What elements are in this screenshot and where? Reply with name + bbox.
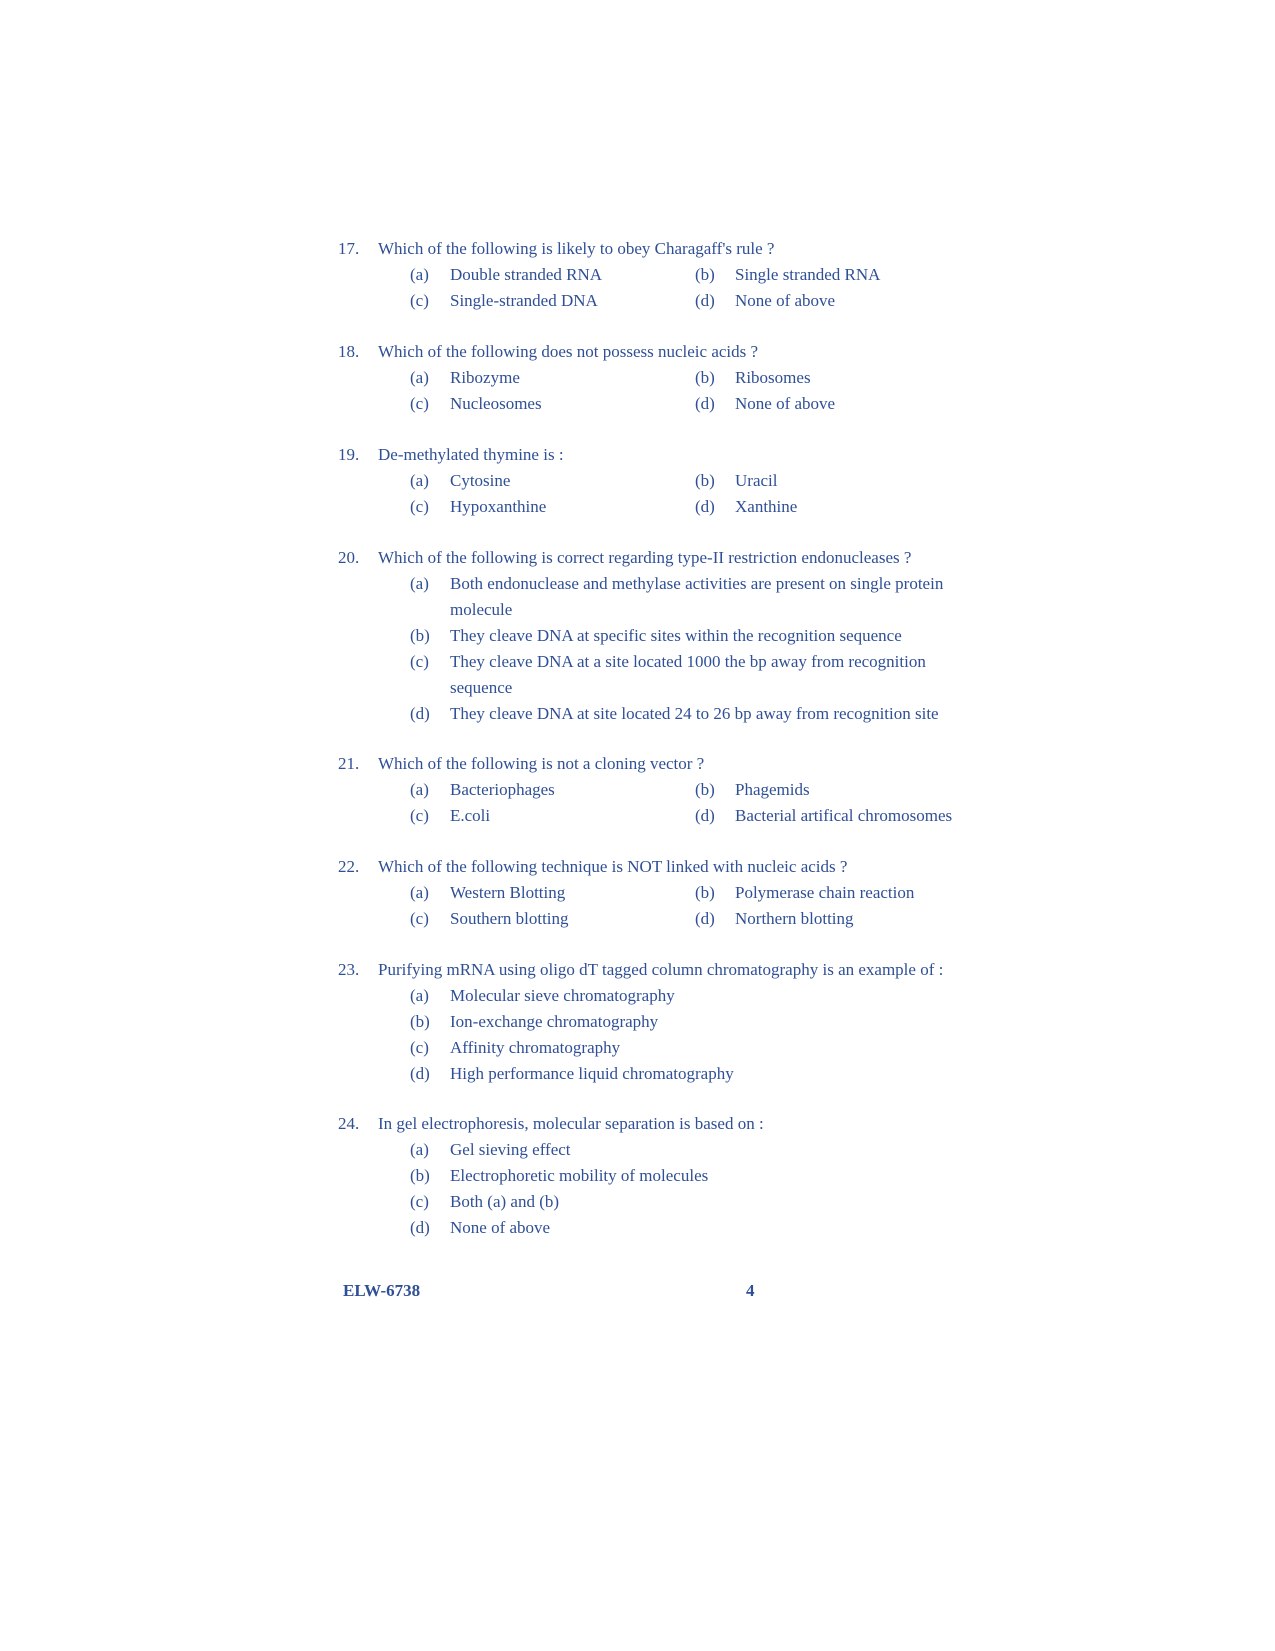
option-text: None of above: [735, 394, 836, 413]
option-c: [338, 649, 978, 701]
question-header: [338, 751, 978, 777]
question-text: De-methylated thymine is :: [378, 445, 564, 464]
option-b: [338, 623, 978, 649]
question-20: [338, 545, 978, 727]
option-label: (c): [410, 806, 429, 825]
option-label: (c): [410, 1038, 429, 1057]
question-text: In gel electrophoresis, molecular separation is based on :: [378, 1114, 764, 1133]
option-a: [338, 983, 978, 1009]
option-text: Single-stranded DNA: [450, 291, 598, 310]
option-text: None of above: [735, 291, 836, 310]
option-text: Western Blotting: [450, 883, 566, 902]
option-text: Electrophoretic mobility of molecules: [450, 1166, 709, 1185]
question-number: 21.: [338, 754, 360, 773]
option-text: None of above: [450, 1218, 551, 1237]
option-label: (c): [410, 291, 429, 310]
question-text: Which of the following is likely to obey Charagaff's rule ?: [378, 239, 775, 258]
question-text: Which of the following technique is NOT linked with nucleic acids ?: [378, 857, 848, 876]
option-a: [338, 1137, 978, 1163]
question-header: [338, 339, 978, 365]
question-text: Purifying mRNA using oligo dT tagged column chromatography is an example of :: [378, 960, 944, 979]
question-23: [338, 957, 978, 1087]
option-text: High performance liquid chromatography: [450, 1064, 734, 1083]
option-b: [338, 1163, 978, 1189]
option-text: Bacterial artifical chromosomes: [735, 806, 953, 825]
question-18: [338, 339, 978, 417]
option-label: (b): [410, 1166, 430, 1185]
question-header: [338, 957, 978, 983]
option-d: [338, 701, 978, 727]
option-label: (b): [695, 780, 715, 799]
option-label: (a): [410, 986, 429, 1005]
question-number: 18.: [338, 342, 360, 361]
option-text: They cleave DNA at specific sites within the recognition sequence: [450, 626, 902, 645]
question-header: [338, 1111, 978, 1137]
page-number: 4: [746, 1281, 755, 1300]
option-label: (d): [410, 704, 430, 723]
option-text: Ribosomes: [735, 368, 811, 387]
option-label: (d): [695, 394, 715, 413]
option-label: (d): [410, 1064, 430, 1083]
question-number: 24.: [338, 1114, 360, 1133]
option-label: (c): [410, 394, 429, 413]
option-text: Ion-exchange chromatography: [450, 1012, 659, 1031]
options-grid: [338, 880, 978, 932]
options-grid: [338, 365, 978, 417]
option-label: (a): [410, 265, 429, 284]
option-label: (a): [410, 1140, 429, 1159]
option-text: They cleave DNA at site located 24 to 26 bp away from recognition site: [450, 704, 939, 723]
option-label: (b): [410, 626, 430, 645]
option-label: (d): [695, 291, 715, 310]
question-number: 17.: [338, 239, 360, 258]
question-text: Which of the following is not a cloning vector ?: [378, 754, 705, 773]
option-label: (c): [410, 909, 429, 928]
option-text: Bacteriophages: [450, 780, 555, 799]
option-label: (b): [410, 1012, 430, 1031]
option-a: [338, 571, 978, 623]
option-text: Xanthine: [735, 497, 798, 516]
question-24: [338, 1111, 978, 1241]
option-d: [338, 1215, 978, 1241]
option-text: Both endonuclease and methylase activities are present on single protein molecule: [450, 574, 944, 619]
option-label: (a): [410, 368, 429, 387]
options-list: [338, 571, 978, 727]
option-text: Molecular sieve chromatography: [450, 986, 675, 1005]
option-label: (a): [410, 471, 429, 490]
option-text: They cleave DNA at a site located 1000 the bp away from recognition sequence: [450, 652, 926, 697]
question-21: [338, 751, 978, 829]
question-header: [338, 854, 978, 880]
option-label: (a): [410, 883, 429, 902]
option-text: Southern blotting: [450, 909, 569, 928]
option-text: Cytosine: [450, 471, 511, 490]
option-text: Double stranded RNA: [450, 265, 603, 284]
option-b: [338, 1009, 978, 1035]
question-number: 19.: [338, 445, 360, 464]
question-text: Which of the following is correct regarding type-II restriction endonucleases ?: [378, 548, 912, 567]
options-grid: [338, 777, 978, 829]
question-number: 22.: [338, 857, 360, 876]
option-text: Ribozyme: [450, 368, 520, 387]
option-c: [338, 1035, 978, 1061]
option-label: (d): [410, 1218, 430, 1237]
option-label: (c): [410, 652, 429, 671]
question-22: [338, 854, 978, 932]
option-label: (a): [410, 780, 429, 799]
options-list: [338, 983, 978, 1087]
question-number: 23.: [338, 960, 360, 979]
option-text: Phagemids: [735, 780, 810, 799]
option-label: (a): [410, 574, 429, 593]
option-text: E.coli: [450, 806, 491, 825]
option-text: Polymerase chain reaction: [735, 883, 915, 902]
option-text: Affinity chromatography: [450, 1038, 621, 1057]
options-grid: [338, 262, 978, 314]
option-label: (c): [410, 1192, 429, 1211]
option-label: (b): [695, 265, 715, 284]
option-label: (d): [695, 497, 715, 516]
option-text: Both (a) and (b): [450, 1192, 560, 1211]
question-header: [338, 442, 978, 468]
option-label: (c): [410, 497, 429, 516]
option-label: (b): [695, 883, 715, 902]
question-number: 20.: [338, 548, 360, 567]
question-text: Which of the following does not possess nucleic acids ?: [378, 342, 759, 361]
option-label: (d): [695, 909, 715, 928]
options-grid: [338, 468, 978, 520]
option-text: Nucleosomes: [450, 394, 542, 413]
question-header: [338, 236, 978, 262]
question-17: [338, 236, 978, 314]
exam-code: ELW-6738: [343, 1281, 421, 1300]
option-c: [338, 1189, 978, 1215]
option-text: Gel sieving effect: [450, 1140, 571, 1159]
option-text: Single stranded RNA: [735, 265, 881, 284]
options-list: [338, 1137, 978, 1241]
option-label: (b): [695, 471, 715, 490]
option-label: (b): [695, 368, 715, 387]
option-d: [338, 1061, 978, 1087]
option-text: Uracil: [735, 471, 778, 490]
option-text: Northern blotting: [735, 909, 854, 928]
question-header: [338, 545, 978, 571]
option-label: (d): [695, 806, 715, 825]
option-text: Hypoxanthine: [450, 497, 547, 516]
question-19: [338, 442, 978, 520]
